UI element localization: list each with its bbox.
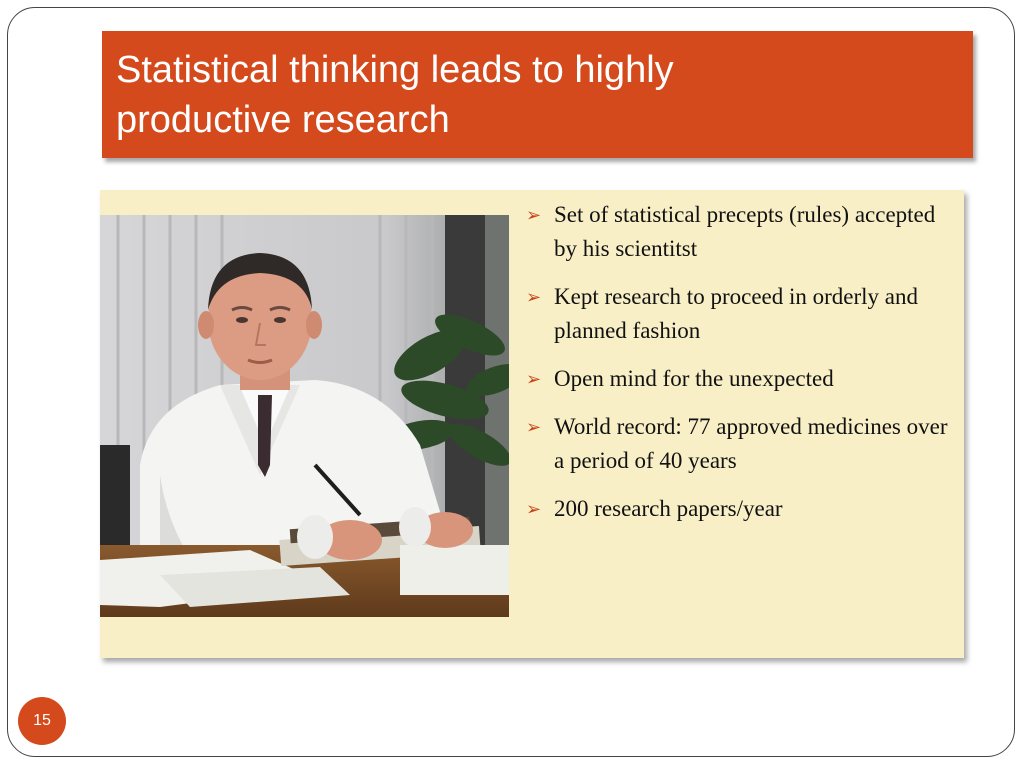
content-panel [100, 190, 964, 658]
bullet-item [526, 492, 956, 526]
arrow-bullet-icon: ➢ [526, 369, 542, 390]
title-banner [102, 31, 973, 158]
page-number-badge: 15 [18, 697, 66, 745]
slide-title-line-1: Statistical thinking leads to highly [116, 49, 674, 91]
bullet-list [526, 198, 956, 540]
bullet-item [526, 280, 956, 348]
arrow-bullet-icon: ➢ [526, 287, 542, 308]
arrow-bullet-icon: ➢ [526, 499, 542, 520]
portrait-illustration [100, 215, 509, 617]
arrow-bullet-icon: ➢ [526, 417, 542, 438]
bullet-item [526, 362, 956, 396]
bullet-text: World record: 77 approved medicines over a period of 40 years [554, 414, 948, 473]
bullet-text: Set of statistical precepts (rules) accepted by his scientitst [554, 202, 936, 261]
slide-title [116, 45, 959, 145]
bullet-item [526, 410, 956, 478]
bullet-text: 200 research papers/year [554, 496, 783, 521]
bullet-item [526, 198, 956, 266]
arrow-bullet-icon: ➢ [526, 205, 542, 226]
slide-title-line-2: productive research [116, 99, 450, 141]
bullet-text: Open mind for the unexpected [554, 366, 834, 391]
bullet-text: Kept research to proceed in orderly and planned fashion [554, 284, 919, 343]
portrait-photo [100, 215, 509, 617]
